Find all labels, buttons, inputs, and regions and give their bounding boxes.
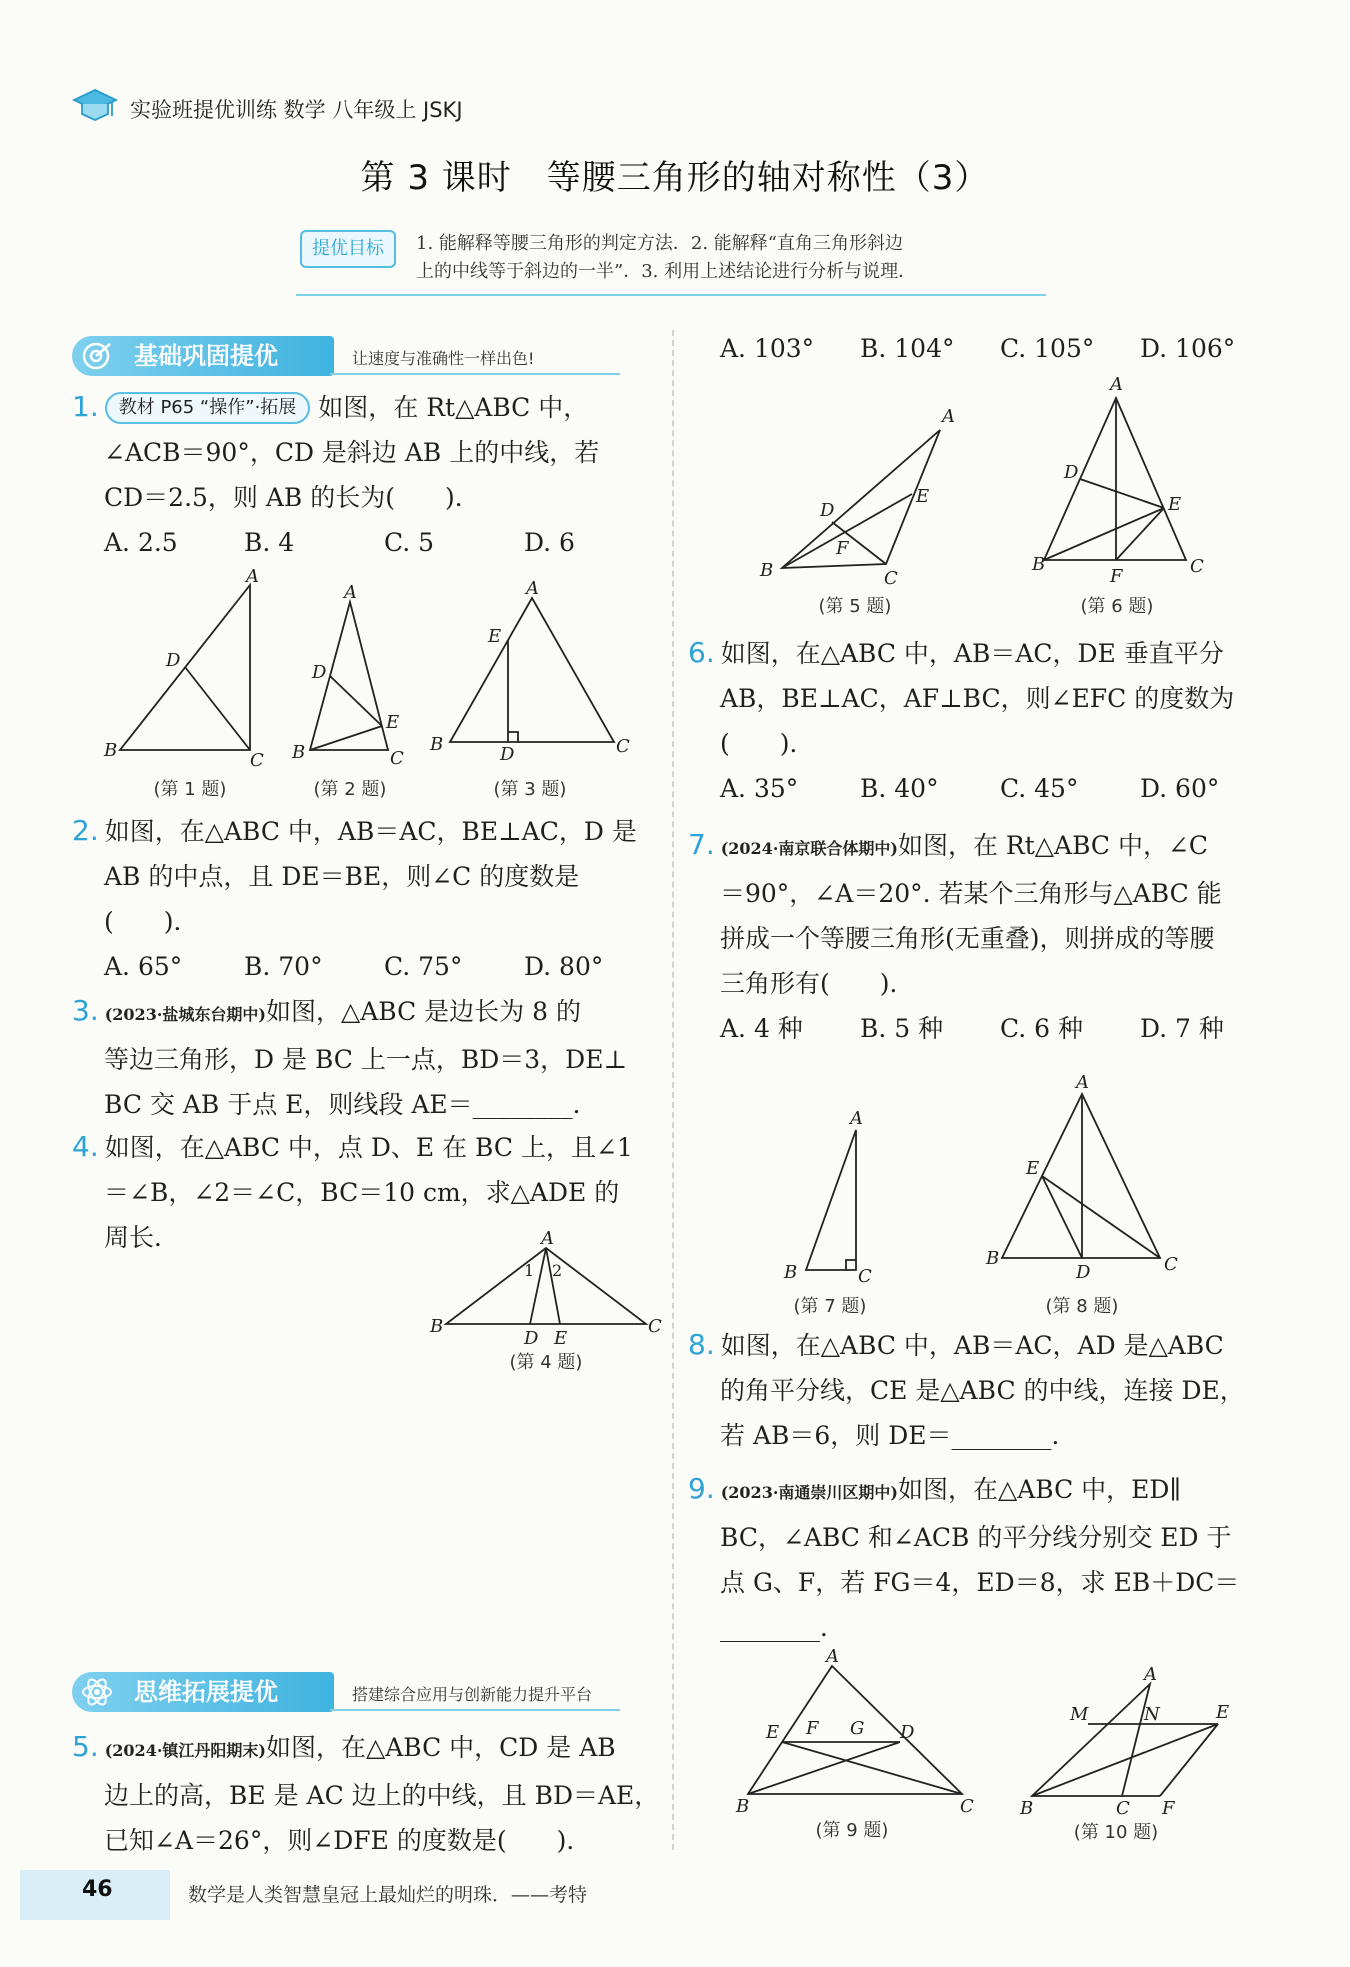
svg-text:N: N [1144, 1704, 1160, 1725]
question-text: 已知∠A＝26°，则∠DFE 的度数是( )． [104, 1826, 592, 1855]
source-tag: (2023·盐城东台期中) [104, 1005, 266, 1024]
svg-text:A: A [246, 566, 259, 587]
option-a: A. 103° [720, 334, 815, 363]
svg-text:C: C [960, 1796, 974, 1817]
svg-text:D: D [820, 500, 835, 521]
svg-text:A: A [1144, 1664, 1157, 1685]
section-banner-extend: 思维拓展提优 [72, 1672, 334, 1712]
option-d: D. 60° [1140, 774, 1220, 803]
question-3 [72, 988, 662, 1127]
book-header-title: 实验班提优训练 数学 八年级上 JSKJ [130, 98, 463, 122]
question-text: AB，BE⊥AC，AF⊥BC，则∠EFC 的度数为 [720, 684, 1235, 713]
section-banner-basic: 基础巩固提优 [72, 336, 334, 376]
question-text: ∠ACB＝90°，CD 是斜边 AB 上的中线，若 [104, 438, 600, 467]
svg-text:E: E [386, 712, 400, 733]
question-text: 如图，在△ABC 中，ED∥ [897, 1475, 1182, 1504]
section-subtitle-extend: 搭建综合应用与创新能力提升平台 [352, 1685, 593, 1704]
section-underline [330, 1709, 620, 1711]
source-tag: (2024·南京联合体期中) [720, 839, 898, 858]
question-text: CD＝2.5，则 AB 的长为( )． [104, 483, 480, 512]
svg-text:C: C [250, 750, 264, 771]
question-text: AB 的中点，且 DE＝BE，则∠C 的度数是 [104, 862, 580, 891]
lesson-title: 第 3 课时 等腰三角形的轴对称性（3） [360, 158, 990, 198]
figure-caption: (第 8 题) [1045, 1296, 1119, 1317]
figure-caption: (第 5 题) [818, 596, 892, 617]
option-b: B. 104° [860, 334, 955, 363]
question-text: 等边三角形，D 是 BC 上一点，BD＝3，DE⊥ [104, 1045, 627, 1074]
question-text: 如图，在△ABC 中，AB＝AC，AD 是△ABC [720, 1331, 1224, 1360]
figure-caption: (第 4 题) [509, 1352, 583, 1373]
question-5 [72, 1724, 662, 1863]
option-a: A. 35° [720, 774, 799, 803]
svg-text:A: A [850, 1108, 863, 1129]
options [688, 766, 1288, 811]
svg-text:B: B [760, 560, 774, 581]
svg-text:D: D [1064, 462, 1079, 483]
option-c: C. 105° [1000, 334, 1095, 363]
page-number: 46 [82, 1877, 113, 1902]
svg-text:C: C [616, 736, 630, 757]
svg-text:2: 2 [552, 1261, 563, 1280]
svg-text:M: M [1070, 1704, 1089, 1725]
question-8 [688, 1322, 1288, 1458]
option-a: A. 4 种 [720, 1014, 803, 1043]
question-number: 4. [72, 1130, 99, 1163]
goal-tag: 提优目标 [300, 230, 396, 268]
svg-text:B: B [104, 740, 118, 761]
question-number: 2. [72, 814, 99, 847]
option-d: D. 6 [524, 528, 575, 557]
question-text: 如图，在△ABC 中，点 D、E 在 BC 上，且∠1 [104, 1133, 633, 1162]
question-text: 若 AB＝6，则 DE＝________． [720, 1421, 1077, 1450]
options [72, 520, 662, 565]
figure-10 [1012, 1664, 1242, 1819]
textbook-tag: 教材 P65 “操作”·拓展 [105, 392, 311, 424]
svg-text:F: F [806, 1718, 819, 1739]
svg-text:E: E [1168, 494, 1182, 515]
svg-text:C: C [884, 568, 898, 589]
question-text: ( )． [104, 907, 199, 936]
source-tag: (2024·镇江丹阳期末) [104, 1741, 266, 1760]
goal-line-1: 1. 能解释等腰三角形的判定方法．2. 能解释“直角三角形斜边 [416, 233, 903, 254]
option-a: A. 2.5 [104, 528, 178, 557]
figure-caption: (第 7 题) [793, 1296, 867, 1317]
question-text: 如图，在 Rt△ABC 中， [318, 393, 589, 422]
svg-text:D: D [166, 650, 181, 671]
svg-text:E: E [1026, 1158, 1040, 1179]
svg-text:B: B [986, 1248, 1000, 1269]
option-a: A. 65° [104, 952, 183, 981]
question-text: 三角形有( )． [720, 969, 915, 998]
svg-text:B: B [430, 734, 444, 755]
figure-3 [430, 580, 630, 770]
section-underline [330, 373, 620, 375]
question-6 [688, 630, 1288, 811]
question-5-options [720, 326, 1235, 371]
question-7 [688, 822, 1288, 1051]
svg-text:B: B [736, 1796, 750, 1817]
question-text: 如图，在 Rt△ABC 中，∠C [897, 831, 1209, 860]
option-d: D. 7 种 [1140, 1014, 1224, 1043]
question-text: ＝90°，∠A＝20°. 若某个三角形与△ABC 能 [720, 879, 1222, 908]
question-text: ( )． [720, 729, 815, 758]
figure-8 [980, 1074, 1190, 1294]
question-text: ________． [720, 1613, 846, 1642]
svg-text:E: E [916, 486, 930, 507]
question-text: 如图，在△ABC 中，AB＝AC，BE⊥AC，D 是 [104, 817, 637, 846]
question-9 [688, 1466, 1288, 1650]
target-icon [80, 340, 114, 372]
goal-line-2: 上的中线等于斜边的一半”．3. 利用上述结论进行分析与说理． [416, 261, 917, 282]
svg-text:E: E [766, 1722, 780, 1743]
svg-text:F: F [836, 538, 849, 559]
option-b: B. 5 种 [860, 1014, 944, 1043]
question-2 [72, 808, 662, 989]
question-number: 7. [688, 828, 715, 861]
option-c: C. 75° [384, 952, 463, 981]
svg-text:C: C [1190, 556, 1204, 577]
option-c: C. 6 种 [1000, 1014, 1083, 1043]
options [72, 944, 662, 989]
svg-text:D: D [1076, 1262, 1091, 1283]
svg-text:C: C [1116, 1798, 1130, 1819]
figure-caption: (第 9 题) [815, 1820, 889, 1841]
option-b: B. 70° [244, 952, 323, 981]
svg-text:A: A [526, 578, 539, 599]
question-text: 周长． [104, 1223, 180, 1252]
question-number: 8. [688, 1328, 715, 1361]
option-b: B. 4 [244, 528, 295, 557]
question-text: ＝∠B，∠2＝∠C，BC＝10 cm，求△ADE 的 [104, 1178, 620, 1207]
question-number: 3. [72, 994, 99, 1027]
column-divider [672, 330, 674, 1850]
question-number: 1. [72, 390, 99, 423]
svg-text:C: C [1164, 1254, 1178, 1275]
question-number: 5. [72, 1730, 99, 1763]
svg-text:1: 1 [524, 1261, 535, 1280]
question-number: 9. [688, 1472, 715, 1505]
question-text: 如图，在△ABC 中，AB＝AC，DE 垂直平分 [720, 639, 1224, 668]
svg-text:E: E [488, 626, 502, 647]
options [688, 1006, 1288, 1051]
source-tag: (2023·南通崇川区期中) [720, 1483, 898, 1502]
option-c: C. 45° [1000, 774, 1079, 803]
question-text: BC 交 AB 于点 E，则线段 AE＝________． [104, 1090, 598, 1119]
footer-quote: 数学是人类智慧皇冠上最灿烂的明珠．——考特 [188, 1884, 588, 1906]
figure-2 [290, 582, 410, 770]
option-d: D. 106° [1140, 334, 1236, 363]
svg-text:C: C [648, 1316, 662, 1337]
question-text: 如图，在△ABC 中，CD 是 AB [265, 1733, 616, 1762]
figure-5 [756, 402, 976, 592]
question-text: 拼成一个等腰三角形(无重叠)，则拼成的等腰 [720, 924, 1215, 953]
svg-text:E: E [1216, 1702, 1230, 1723]
section-subtitle-basic: 让速度与准确性一样出色! [352, 349, 535, 368]
svg-text:C: C [858, 1266, 872, 1287]
figure-4 [428, 1228, 668, 1348]
option-b: B. 40° [860, 774, 939, 803]
option-d: D. 80° [524, 952, 604, 981]
figure-caption: (第 6 题) [1080, 596, 1154, 617]
svg-text:B: B [292, 742, 306, 763]
svg-text:D: D [500, 744, 515, 765]
figure-caption: (第 10 题) [1073, 1822, 1159, 1843]
svg-text:A: A [1076, 1072, 1089, 1093]
svg-text:G: G [850, 1718, 865, 1739]
svg-text:E: E [554, 1328, 568, 1349]
figure-caption: (第 2 题) [313, 779, 387, 800]
question-text: 边上的高，BE 是 AC 边上的中线，且 BD＝AE， [104, 1781, 660, 1810]
svg-text:C: C [390, 748, 404, 769]
question-text: 的角平分线，CE 是△ABC 的中线，连接 DE， [720, 1376, 1245, 1405]
svg-text:A: A [344, 582, 357, 603]
svg-text:A: A [942, 406, 955, 427]
question-text: 点 G、F，若 FG＝4，ED＝8，求 EB＋DC＝ [720, 1568, 1240, 1597]
figure-6 [1020, 376, 1230, 592]
svg-text:D: D [900, 1722, 915, 1743]
svg-text:B: B [1020, 1798, 1034, 1819]
svg-text:D: D [312, 662, 327, 683]
graduation-cap-icon [72, 88, 118, 124]
figure-caption: (第 1 题) [153, 779, 227, 800]
goal-text [416, 230, 1016, 286]
svg-text:F: F [1162, 1798, 1175, 1819]
figure-caption: (第 3 题) [493, 779, 567, 800]
svg-text:B: B [430, 1316, 444, 1337]
question-1 [72, 384, 662, 565]
svg-text:F: F [1110, 566, 1123, 587]
svg-text:A: A [541, 1228, 554, 1249]
question-text: BC，∠ABC 和∠ACB 的平分线分别交 ED 于 [720, 1523, 1232, 1552]
figure-1 [100, 566, 270, 771]
svg-text:A: A [826, 1646, 839, 1667]
svg-text:B: B [1032, 554, 1046, 575]
svg-text:D: D [524, 1328, 539, 1349]
option-c: C. 5 [384, 528, 435, 557]
question-number: 6. [688, 636, 715, 669]
svg-text:B: B [784, 1262, 798, 1283]
figure-7 [770, 1108, 890, 1294]
figure-9 [730, 1646, 974, 1817]
question-text: 如图，△ABC 是边长为 8 的 [265, 997, 581, 1026]
svg-text:A: A [1110, 374, 1123, 395]
atom-icon [80, 1676, 114, 1708]
